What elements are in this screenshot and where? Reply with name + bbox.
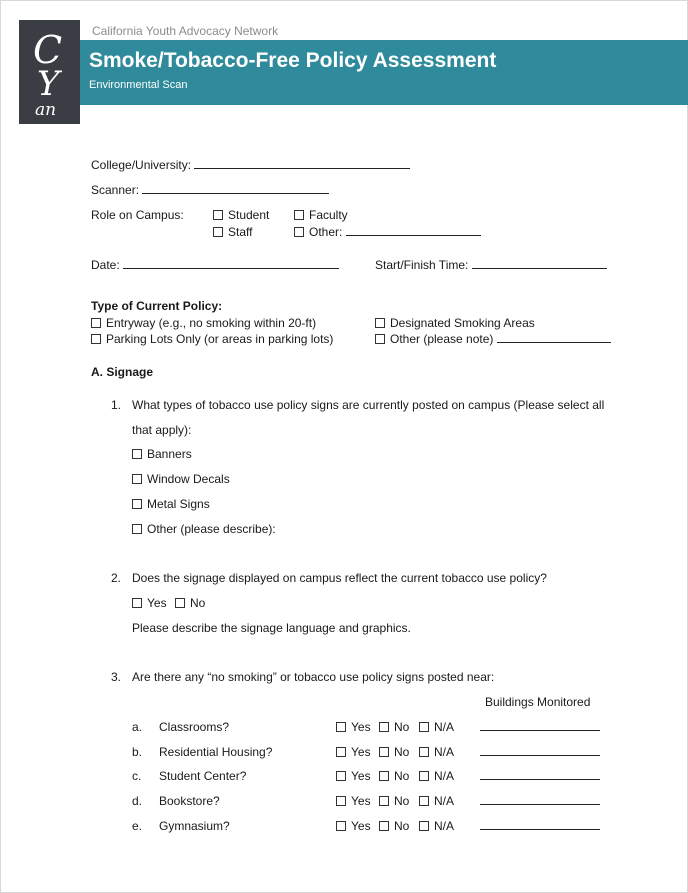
date-label: Date: <box>91 258 120 272</box>
q3-row-label: Bookstore? <box>159 794 220 808</box>
q3-answer-yes[interactable] <box>336 769 371 783</box>
date-field[interactable] <box>91 258 339 272</box>
checkbox[interactable] <box>419 796 429 806</box>
policy-option-label: Entryway (e.g., no smoking within 20-ft) <box>106 316 317 330</box>
q2-yes-label: Yes <box>147 596 167 610</box>
checkbox[interactable] <box>132 499 142 509</box>
q3-answer-label: No <box>394 745 410 759</box>
checkbox[interactable] <box>379 747 389 757</box>
scanner-label: Scanner: <box>91 183 140 197</box>
q3-answer-na[interactable] <box>419 819 454 833</box>
policy-other-line[interactable] <box>497 333 611 343</box>
q3-number: 3. <box>111 670 122 684</box>
q3-row-letter: b. <box>132 745 143 759</box>
checkbox[interactable] <box>132 598 142 608</box>
q1-option[interactable] <box>132 447 192 461</box>
buildings-monitored-line[interactable] <box>480 769 600 783</box>
q3-answer-label: N/A <box>434 769 455 783</box>
q3-answer-label: N/A <box>434 720 455 734</box>
checkbox[interactable] <box>419 821 429 831</box>
time-line[interactable] <box>472 259 607 269</box>
checkbox[interactable] <box>213 227 223 237</box>
q3-answer-label: No <box>394 819 410 833</box>
logo-letters-an: an <box>35 100 57 120</box>
blank-line[interactable] <box>480 746 600 756</box>
checkbox[interactable] <box>336 796 346 806</box>
policy-heading: Type of Current Policy: <box>91 299 223 313</box>
checkbox[interactable] <box>419 722 429 732</box>
logo-letter-c: C <box>33 28 63 72</box>
buildings-monitored-line[interactable] <box>480 720 600 734</box>
q2-number: 2. <box>111 571 122 585</box>
scanner-field[interactable] <box>91 183 329 197</box>
q3-answer-label: Yes <box>351 819 371 833</box>
q3-answer-label: Yes <box>351 794 371 808</box>
checkbox[interactable] <box>379 796 389 806</box>
checkbox[interactable] <box>419 747 429 757</box>
checkbox[interactable] <box>336 722 346 732</box>
policy-option-label: Other (please note) <box>390 332 494 346</box>
policy-option[interactable] <box>375 332 611 346</box>
q1-number: 1. <box>111 398 122 412</box>
q3-row-label: Gymnasium? <box>159 819 230 833</box>
q3-text: Are there any “no smoking” or tobacco use policy signs posted near: <box>132 670 495 684</box>
role-faculty-label: Faculty <box>309 208 348 222</box>
date-line[interactable] <box>123 259 339 269</box>
checkbox[interactable] <box>91 318 101 328</box>
blank-line[interactable] <box>480 820 600 830</box>
blank-line[interactable] <box>480 795 600 805</box>
checkbox[interactable] <box>336 747 346 757</box>
checkbox[interactable] <box>294 210 304 220</box>
q3-answer-label: N/A <box>434 819 455 833</box>
buildings-monitored-line[interactable] <box>480 794 600 808</box>
q3-answer-label: Yes <box>351 745 371 759</box>
q3-row-letter: c. <box>132 769 142 783</box>
section-a-heading: A. Signage <box>91 365 154 379</box>
org-name: California Youth Advocacy Network <box>92 24 279 38</box>
q3-row-letter: a. <box>132 720 143 734</box>
q3-answer-label: Yes <box>351 720 371 734</box>
checkbox[interactable] <box>132 449 142 459</box>
time-field[interactable] <box>375 258 607 272</box>
q3-answer-yes[interactable] <box>336 745 371 759</box>
q1-text: What types of tobacco use policy signs are currently posted on campus (Please select all <box>132 398 605 412</box>
title-banner <box>80 40 688 105</box>
blank-line[interactable] <box>480 721 600 731</box>
q1-option-label: Other (please describe): <box>147 522 276 536</box>
q3-answer-label: No <box>394 769 410 783</box>
q1-option[interactable] <box>132 522 276 536</box>
role-other-label: Other: <box>309 225 343 239</box>
checkbox[interactable] <box>375 334 385 344</box>
time-label: Start/Finish Time: <box>375 258 469 272</box>
checkbox[interactable] <box>294 227 304 237</box>
checkbox[interactable] <box>379 771 389 781</box>
page-subtitle: Environmental Scan <box>89 79 188 91</box>
role-staff-label: Staff <box>228 225 253 239</box>
q3-answer-no[interactable] <box>379 745 409 759</box>
q3-answer-label: N/A <box>434 745 455 759</box>
college-field[interactable] <box>91 158 410 172</box>
q3-answer-no[interactable] <box>379 819 409 833</box>
blank-line[interactable] <box>480 770 600 780</box>
checkbox[interactable] <box>132 474 142 484</box>
q1-text-cont: that apply): <box>132 423 192 437</box>
role-faculty[interactable] <box>294 208 348 222</box>
q3-answer-yes[interactable] <box>336 819 371 833</box>
q3-answer-no[interactable] <box>379 794 409 808</box>
q1-option-label: Banners <box>147 447 192 461</box>
checkbox[interactable] <box>419 771 429 781</box>
q1-option-label: Metal Signs <box>147 497 210 511</box>
q2-no-label: No <box>190 596 206 610</box>
q3-answer-label: N/A <box>434 794 455 808</box>
q3-row-label: Student Center? <box>159 769 247 783</box>
role-other-line[interactable] <box>346 226 481 236</box>
q3-row-letter: d. <box>132 794 143 808</box>
cyan-logo <box>19 20 80 124</box>
policy-option[interactable] <box>91 316 316 330</box>
checkbox[interactable] <box>213 210 223 220</box>
q3-answer-label: Yes <box>351 769 371 783</box>
checkbox[interactable] <box>336 771 346 781</box>
policy-option[interactable] <box>91 332 333 346</box>
scanner-line[interactable] <box>142 184 329 194</box>
policy-option-label: Designated Smoking Areas <box>390 316 535 330</box>
q3-answer-na[interactable] <box>419 720 454 734</box>
q1-option[interactable] <box>132 497 210 511</box>
checkbox[interactable] <box>132 524 142 534</box>
q3-answer-label: No <box>394 720 410 734</box>
role-label: Role on Campus: <box>91 208 184 222</box>
college-label: College/University: <box>91 158 192 172</box>
role-student-label: Student <box>228 208 270 222</box>
logo-letter-y: Y <box>37 64 60 104</box>
q3-row-label: Residential Housing? <box>159 745 273 759</box>
q3-row-letter: e. <box>132 819 143 833</box>
buildings-monitored-line[interactable] <box>480 745 600 759</box>
q3-answer-yes[interactable] <box>336 794 371 808</box>
college-line[interactable] <box>194 159 410 169</box>
buildings-monitored-header: Buildings Monitored <box>485 695 591 709</box>
q3-answer-na[interactable] <box>419 745 454 759</box>
checkbox[interactable] <box>336 821 346 831</box>
q3-answer-na[interactable] <box>419 794 454 808</box>
q2-yes[interactable] <box>132 596 167 610</box>
policy-option[interactable] <box>375 316 535 330</box>
role-other[interactable] <box>294 225 481 239</box>
q3-answer-no[interactable] <box>379 720 409 734</box>
q2-no[interactable] <box>175 596 205 610</box>
role-student[interactable] <box>213 208 269 222</box>
checkbox[interactable] <box>379 722 389 732</box>
q3-answer-no[interactable] <box>379 769 409 783</box>
checkbox[interactable] <box>375 318 385 328</box>
q2-text: Does the signage displayed on campus reflect the current tobacco use policy? <box>132 571 547 585</box>
q1-option[interactable] <box>132 472 230 486</box>
q3-answer-na[interactable] <box>419 769 454 783</box>
q3-row-label: Classrooms? <box>159 720 230 734</box>
checkbox[interactable] <box>379 821 389 831</box>
q3-answer-yes[interactable] <box>336 720 371 734</box>
role-staff[interactable] <box>213 225 252 239</box>
policy-option-label: Parking Lots Only (or areas in parking lots) <box>106 332 334 346</box>
checkbox[interactable] <box>175 598 185 608</box>
buildings-monitored-line[interactable] <box>480 819 600 833</box>
q3-answer-label: No <box>394 794 410 808</box>
q1-option-label: Window Decals <box>147 472 230 486</box>
q2-describe: Please describe the signage language and graphics. <box>132 621 411 635</box>
checkbox[interactable] <box>91 334 101 344</box>
page-title: Smoke/Tobacco-Free Policy Assessment <box>89 49 497 72</box>
